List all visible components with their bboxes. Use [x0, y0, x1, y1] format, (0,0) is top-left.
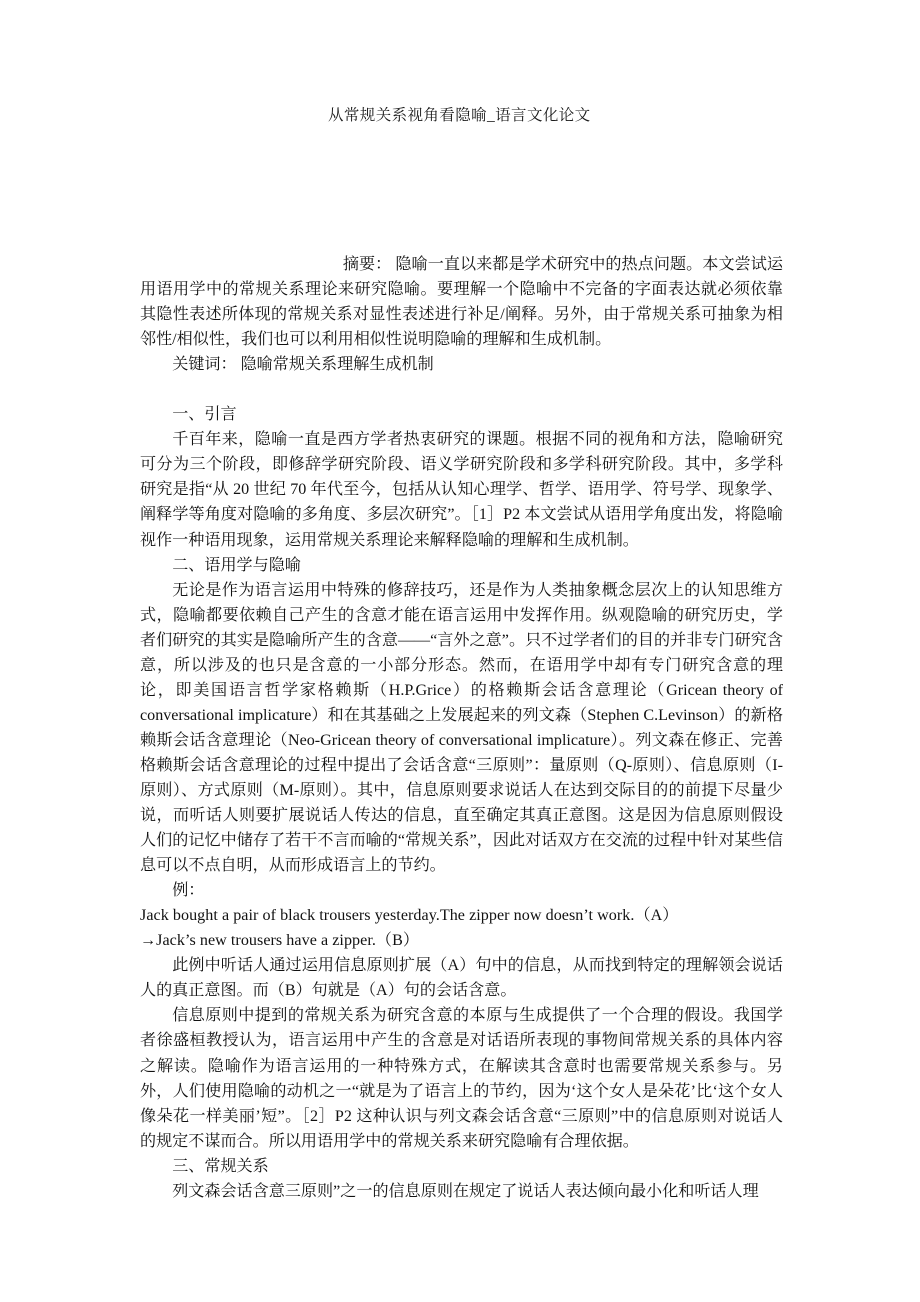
paragraph-example-explanation: 此例中听话人通过运用信息原则扩展（A）句中的信息，从而找到特定的理解领会说话人的真正意图。而（B）句就是（A）句的会话含意。: [140, 957, 783, 1000]
example-sentence-b: →Jack’s new trousers have a zipper.（B）: [140, 932, 419, 950]
heading-introduction: 一、引言: [172, 406, 237, 424]
section-spacer: [140, 377, 783, 402]
example-label: 例：: [172, 882, 205, 900]
document-body: [140, 252, 783, 1204]
paragraph-pragmatics-and-metaphor: 无论是作为语言运用中特殊的修辞技巧，还是作为人类抽象概念层次上的认知思维方式，隐喻都要依赖自己产生的含意才能在语言运用中发挥作用。纵观隐喻的研究历史，学者们研究的其实是隐喻所产生的含意——“言外之意”。只不过学者们的目的并非专门研究含意，所以涉及的也只是含意的一小部分形态。然而，在语用学中却有专门研究含意的理论，即美国语言哲学家格赖斯（H.P.Grice）的格赖斯会话含意理论（Gricean theory of conversational implicature）和在其基础之上发展起来的列文森（Stephen C.Levinson）的新格赖斯会话含意理论（Neo-Gricean theory of conversational implicature）。列文森在修正、完善格赖斯会话含意理论的过程中提出了会话含意“三原则”：量原则（Q-原则）、信息原则（I-原则）、方式原则（M-原则）。其中，信息原则要求说话人在达到交际目的的前提下尽量少说，而听话人则要扩展说话人传达的信息，直至确定其真正意图。这是因为信息原则假设人们的记忆中储存了若干不言而喻的“常规关系”，因此对话双方在交流的过程中针对某些信息可以不点自明，从而形成语言上的节约。: [140, 581, 783, 875]
heading-conventional-relation: 三、常规关系: [172, 1157, 269, 1175]
example-sentence-a: Jack bought a pair of black trousers yesterday.The zipper now doesn’t work.（A）: [140, 907, 679, 925]
abstract-paragraph: 摘要： 隐喻一直以来都是学术研究中的热点问题。本文尝试运用语用学中的常规关系理论来研究隐喻。要理解一个隐喻中不完备的字面表达就必须依靠其隐性表述所体现的常规关系对显性表述进行补足/阐释。另外，由于常规关系可抽象为相邻性/相似性，我们也可以利用相似性说明隐喻的理解和生成机制。: [140, 256, 783, 349]
paragraph-xushenghuan: 信息原则中提到的常规关系为研究含意的本原与生成提供了一个合理的假设。我国学者徐盛桓教授认为，语言运用中产生的含意是对话语所表现的事物间常规关系的具体内容之解读。隐喻作为语言运用的一种特殊方式，在解读其含意时也需要常规关系参与。另外，人们使用隐喻的动机之一“就是为了语言上的节约，因为‘这个女人是朵花’比‘这个女人像朵花一样美丽’短”。［2］P2 这种认识与列文森会话含意“三原则”中的信息原则对说话人的规定不谋而合。所以用语用学中的常规关系来研究隐喻有合理依据。: [140, 1007, 783, 1150]
heading-pragmatics-and-metaphor: 二、语用学与隐喻: [172, 556, 301, 574]
keywords-paragraph: 关键词： 隐喻常规关系理解生成机制: [172, 356, 434, 374]
paragraph-conventional-relation: 列文森会话含意三原则”之一的信息原则在规定了说话人表达倾向最小化和听话人理: [172, 1182, 759, 1200]
page-title: 从常规关系视角看隐喻_语言文化论文: [328, 107, 591, 124]
paragraph-introduction: 千百年来，隐喻一直是西方学者热衷研究的课题。根据不同的视角和方法，隐喻研究可分为三个阶段，即修辞学研究阶段、语义学研究阶段和多学科研究阶段。其中，多学科研究是指“从 20 世纪 70 年代至今，包括从认知心理学、哲学、语用学、符号学、现象学、阐释学等角度对隐喻的多角度、多层次研究”。［1］P2 本文尝试从语用学角度出发，将隐喻视作一种语用现象，运用常规关系理论来解释隐喻的理解和生成机制。: [140, 431, 783, 549]
